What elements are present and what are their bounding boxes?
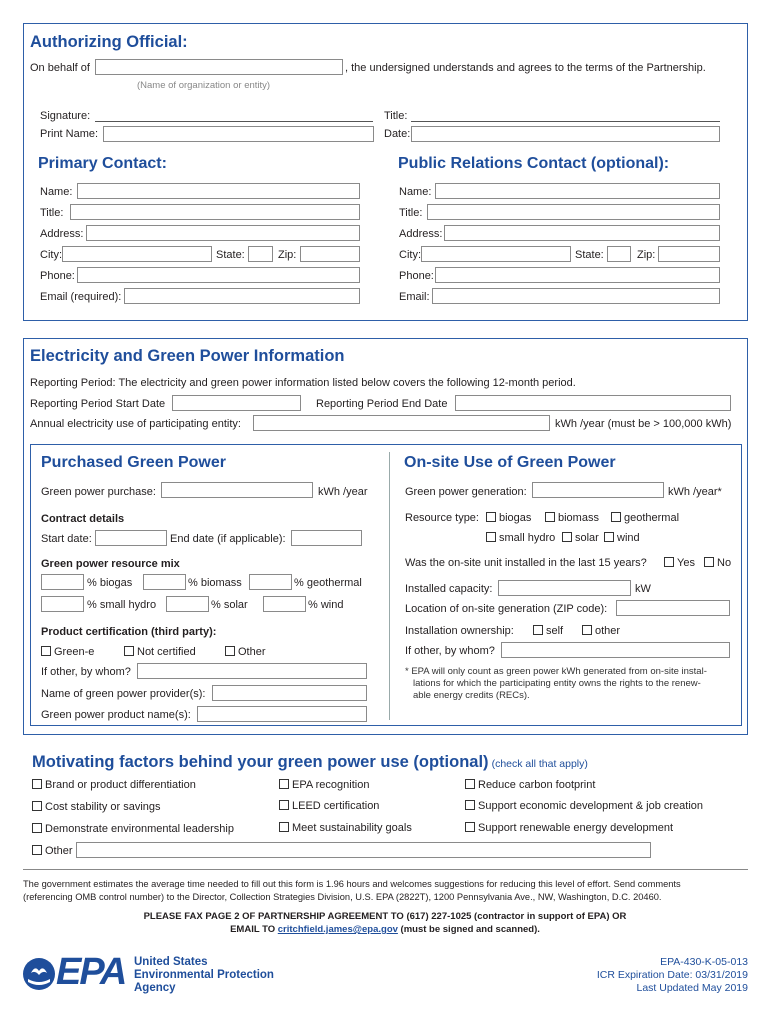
biogas-pct-label: % biogas xyxy=(87,577,133,589)
contract-end-label: End date (if applicable): xyxy=(170,533,286,545)
inner-divider xyxy=(389,452,390,720)
purchase-unit: kWh /year xyxy=(318,486,368,498)
capacity-label: Installed capacity: xyxy=(405,583,493,595)
document-info xyxy=(548,956,748,995)
ownership-label: Installation ownership: xyxy=(405,625,514,637)
motivation-option-leadership[interactable]: Demonstrate environmental leadership xyxy=(32,823,234,835)
official-title-line[interactable] xyxy=(411,121,720,122)
authorizing-official-heading: Authorizing Official: xyxy=(30,33,188,51)
small-hydro-pct-field[interactable] xyxy=(41,596,84,612)
onsite-geothermal-checkbox[interactable] xyxy=(611,512,621,522)
primary-zip-field[interactable] xyxy=(300,246,360,262)
date-label: Date: xyxy=(384,128,411,140)
pr-phone-label: Phone: xyxy=(399,270,434,282)
green-e-checkbox[interactable] xyxy=(41,646,51,656)
motivation-option-epa-recognition[interactable]: EPA recognition xyxy=(279,779,369,791)
purchase-field[interactable] xyxy=(161,482,313,498)
motivation-cost-checkbox[interactable] xyxy=(32,801,42,811)
burden-statement-line-1: The government estimates the average time needed to fill out this form is 1.96 hours and welcomes suggestions for reducing this level of effort. Send comments xyxy=(23,879,681,889)
reporting-period-text: Reporting Period: The electricity and green power information listed below covers the following 12-month period. xyxy=(30,377,576,389)
motivation-leadership-checkbox[interactable] xyxy=(32,823,42,833)
motivation-leed-checkbox[interactable] xyxy=(279,800,289,810)
fax-instruction-line-2: EMAIL TO critchfield.james@epa.gov (must be signed and scanned). xyxy=(230,924,540,935)
motivating-heading: Motivating factors behind your green power use (optional) xyxy=(32,753,489,771)
electricity-heading: Electricity and Green Power Information xyxy=(30,347,345,365)
primary-email-field[interactable] xyxy=(124,288,360,304)
motivation-option-leed[interactable]: LEED certification xyxy=(279,800,379,812)
pr-contact-heading: Public Relations Contact (optional): xyxy=(398,155,670,172)
motivation-sustainability-checkbox[interactable] xyxy=(279,822,289,832)
capacity-unit: kW xyxy=(635,583,651,595)
geothermal-pct-field[interactable] xyxy=(249,574,292,590)
generation-unit: kWh /year* xyxy=(668,486,722,498)
onsite-geothermal-option[interactable]: geothermal xyxy=(611,512,679,524)
organization-name-field[interactable] xyxy=(95,59,343,75)
burden-statement-line-2: (referencing OMB control number) to the Director, Collection Strategies Division, U.S. EPA (2822T), 1200 Pennsylvania Ave., NW, Washington, D.C. 20460. xyxy=(23,892,662,902)
pr-title-label: Title: xyxy=(399,207,423,219)
motivation-option-economic[interactable]: Support economic development & job creation xyxy=(465,800,703,812)
primary-zip-label: Zip: xyxy=(278,249,297,261)
onsite-biogas-checkbox[interactable] xyxy=(486,512,496,522)
onsite-wind-checkbox[interactable] xyxy=(604,532,614,542)
motivation-carbon-checkbox[interactable] xyxy=(465,779,475,789)
onsite-small-hydro-checkbox[interactable] xyxy=(486,532,496,542)
annual-use-label: Annual electricity use of participating entity: xyxy=(30,418,241,430)
pr-phone-field[interactable] xyxy=(435,267,720,283)
primary-title-field[interactable] xyxy=(70,204,360,220)
official-title-label: Title: xyxy=(384,110,408,122)
contract-start-label: Start date: xyxy=(41,533,92,545)
primary-state-field[interactable] xyxy=(248,246,273,262)
agreement-text: , the undersigned understands and agrees to the terms of the Partnership. xyxy=(345,62,706,74)
cert-other-checkbox[interactable] xyxy=(225,646,235,656)
onsite-footnote-line-1: * EPA will only count as green power kWh generated from on-site instal- xyxy=(405,666,707,677)
print-name-label: Print Name: xyxy=(40,128,99,140)
epa-logo-text: EPA xyxy=(56,951,126,993)
pr-city-label: City: xyxy=(399,249,421,261)
biomass-pct-field[interactable] xyxy=(143,574,186,590)
green-e-option[interactable]: Green-e xyxy=(41,646,94,658)
motivation-epa-recognition-checkbox[interactable] xyxy=(279,779,289,789)
on-behalf-of-label: On behalf of xyxy=(30,62,90,74)
pr-email-field[interactable] xyxy=(432,288,720,304)
pr-address-label: Address: xyxy=(399,228,443,240)
onsite-biomass-option[interactable]: biomass xyxy=(545,512,599,524)
onsite-if-other-field[interactable] xyxy=(501,642,730,658)
not-certified-checkbox[interactable] xyxy=(124,646,134,656)
epa-logo xyxy=(22,951,132,995)
primary-title-label: Title: xyxy=(40,207,64,219)
pr-city-field[interactable] xyxy=(421,246,571,262)
provider-field[interactable] xyxy=(212,685,367,701)
onsite-heading: On-site Use of Green Power xyxy=(404,454,616,471)
solar-pct-label: % solar xyxy=(211,599,248,611)
pr-address-field[interactable] xyxy=(444,225,720,241)
not-certified-option[interactable]: Not certified xyxy=(124,646,196,658)
contract-end-field[interactable] xyxy=(291,530,362,546)
primary-email-label: Email (required): xyxy=(40,291,122,303)
biogas-pct-field[interactable] xyxy=(41,574,84,590)
onsite-small-hydro-option[interactable]: small hydro xyxy=(486,532,555,544)
purchase-label: Green power purchase: xyxy=(41,486,156,498)
pr-state-field[interactable] xyxy=(607,246,631,262)
primary-phone-field[interactable] xyxy=(77,267,360,283)
installed-yes-checkbox[interactable] xyxy=(664,557,674,567)
resource-type-label: Resource type: xyxy=(405,512,479,524)
reporting-end-label: Reporting Period End Date xyxy=(316,398,448,410)
onsite-wind-option[interactable]: wind xyxy=(604,532,640,544)
purchased-heading: Purchased Green Power xyxy=(41,454,226,471)
provider-label: Name of green power provider(s): xyxy=(41,688,206,700)
onsite-footnote-line-2: lations for which the participating entity owns the rights to the renew- xyxy=(413,678,701,689)
onsite-biomass-checkbox[interactable] xyxy=(545,512,555,522)
motivation-option-sustainability[interactable]: Meet sustainability goals xyxy=(279,822,412,834)
primary-phone-label: Phone: xyxy=(40,270,75,282)
small-hydro-pct-label: % small hydro xyxy=(87,599,157,611)
contract-start-field[interactable] xyxy=(95,530,167,546)
motivation-economic-checkbox[interactable] xyxy=(465,800,475,810)
ownership-self-checkbox[interactable] xyxy=(533,625,543,635)
primary-state-label: State: xyxy=(216,249,245,261)
signature-label: Signature: xyxy=(40,110,91,122)
primary-name-label: Name: xyxy=(40,186,73,198)
ownership-self-option[interactable]: self xyxy=(533,625,563,637)
pr-title-field[interactable] xyxy=(427,204,720,220)
annual-use-unit: kWh /year (must be > 100,000 kWh) xyxy=(555,418,732,430)
primary-address-label: Address: xyxy=(40,228,84,240)
installed-no-option[interactable]: No xyxy=(704,557,731,569)
date-field[interactable] xyxy=(411,126,720,142)
geothermal-pct-label: % geothermal xyxy=(294,577,362,589)
onsite-footnote-line-3: able energy credits (RECs). xyxy=(413,690,530,701)
footer-rule xyxy=(23,869,748,870)
product-label: Green power product name(s): xyxy=(41,709,191,721)
cert-if-other-field[interactable] xyxy=(137,663,367,679)
primary-city-field[interactable] xyxy=(62,246,212,262)
installed-question: Was the on-site unit installed in the last 15 years? xyxy=(405,557,647,569)
motivation-option-brand[interactable]: Brand or product differentiation xyxy=(32,779,196,791)
last-updated: Last Updated May 2019 xyxy=(636,982,748,994)
location-field[interactable] xyxy=(616,600,730,616)
primary-contact-heading: Primary Contact: xyxy=(38,155,167,172)
motivation-renewable-checkbox[interactable] xyxy=(465,822,475,832)
pr-state-label: State: xyxy=(575,249,604,261)
ownership-other-option[interactable]: other xyxy=(582,625,620,637)
installed-no-checkbox[interactable] xyxy=(704,557,714,567)
contract-details-label: Contract details xyxy=(41,513,125,525)
pr-zip-label: Zip: xyxy=(637,249,656,261)
cert-other-option[interactable]: Other xyxy=(225,646,266,658)
pr-name-field[interactable] xyxy=(435,183,720,199)
ownership-other-checkbox[interactable] xyxy=(582,625,592,635)
certification-label: Product certification (third party): xyxy=(41,626,217,638)
primary-address-field[interactable] xyxy=(86,225,360,241)
email-link[interactable]: critchfield.james@epa.gov xyxy=(277,924,398,935)
print-name-field[interactable] xyxy=(103,126,374,142)
pr-email-label: Email: xyxy=(399,291,430,303)
reporting-start-label: Reporting Period Start Date xyxy=(30,398,166,410)
onsite-solar-option[interactable]: solar xyxy=(562,532,599,544)
resource-mix-label: Green power resource mix xyxy=(41,558,180,570)
cert-if-other-label: If other, by whom? xyxy=(41,666,131,678)
motivation-option-other[interactable]: Other xyxy=(32,845,73,857)
motivation-brand-checkbox[interactable] xyxy=(32,779,42,789)
fax-instruction-line-1: PLEASE FAX PAGE 2 OF PARTNERSHIP AGREEMENT TO (617) 227-1025 (contractor in support of EPA) OR xyxy=(143,911,627,922)
onsite-biogas-option[interactable]: biogas xyxy=(486,512,531,524)
epa-flower-icon xyxy=(22,955,56,993)
installed-yes-option[interactable]: Yes xyxy=(664,557,695,569)
onsite-solar-checkbox[interactable] xyxy=(562,532,572,542)
signature-line[interactable] xyxy=(95,121,373,122)
pr-name-label: Name: xyxy=(399,186,432,198)
motivation-option-cost[interactable]: Cost stability or savings xyxy=(32,801,161,813)
biomass-pct-label: % biomass xyxy=(188,577,242,589)
primary-city-label: City: xyxy=(40,249,62,261)
doc-number: EPA-430-K-05-013 xyxy=(660,956,748,968)
onsite-if-other-label: If other, by whom? xyxy=(405,645,495,657)
check-all-note: (check all that apply) xyxy=(491,758,588,770)
agency-name: United States Environmental Protection Agency xyxy=(134,956,274,994)
wind-pct-label: % wind xyxy=(308,599,344,611)
location-label: Location of on-site generation (ZIP code): xyxy=(405,603,608,615)
primary-name-field[interactable] xyxy=(77,183,360,199)
generation-label: Green power generation: xyxy=(405,486,527,498)
reporting-end-field[interactable] xyxy=(455,395,731,411)
product-field[interactable] xyxy=(197,706,367,722)
icr-expiration: ICR Expiration Date: 03/31/2019 xyxy=(596,969,748,981)
wind-pct-field[interactable] xyxy=(263,596,306,612)
motivation-other-field[interactable] xyxy=(76,842,651,858)
motivating-heading-row xyxy=(32,753,588,772)
organization-caption: (Name of organization or entity) xyxy=(137,80,271,91)
motivation-other-checkbox[interactable] xyxy=(32,845,42,855)
pr-zip-field[interactable] xyxy=(658,246,720,262)
reporting-start-field[interactable] xyxy=(172,395,301,411)
motivation-option-renewable[interactable]: Support renewable energy development xyxy=(465,822,673,834)
solar-pct-field[interactable] xyxy=(166,596,209,612)
motivation-option-carbon[interactable]: Reduce carbon footprint xyxy=(465,779,595,791)
capacity-field[interactable] xyxy=(498,580,631,596)
annual-use-field[interactable] xyxy=(253,415,550,431)
generation-field[interactable] xyxy=(532,482,664,498)
